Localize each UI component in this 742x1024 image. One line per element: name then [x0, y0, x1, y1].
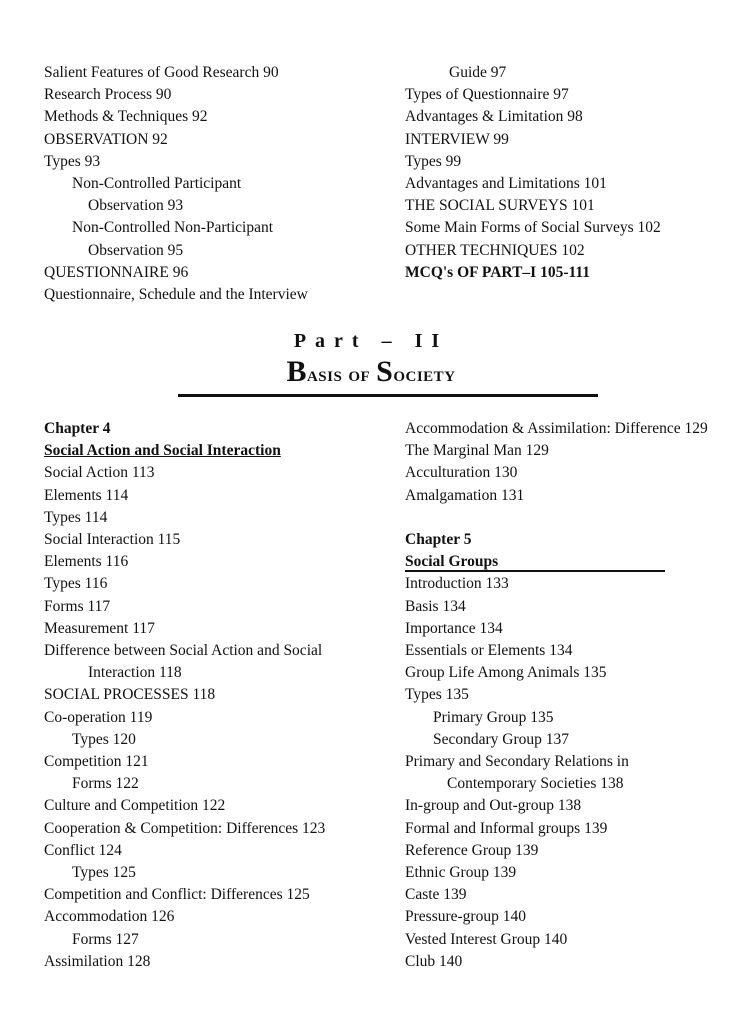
part-title-rest-1: asis of — [306, 361, 377, 386]
toc-entry: Vested Interest Group 140 — [405, 930, 568, 948]
toc-entry: Types of Questionnaire 97 — [405, 86, 569, 104]
spacer — [405, 507, 740, 529]
toc-entry: Guide 97 — [449, 64, 507, 81]
toc-entry: Acculturation 130 — [405, 464, 518, 482]
toc-chapter-4-column — [44, 418, 374, 973]
toc-entry: Salient Features of Good Research 90 — [44, 64, 279, 81]
chapter-5-label: Chapter 5 — [405, 531, 472, 548]
toc-entry: INTERVIEW 99 — [405, 130, 509, 148]
toc-entry: Elements 114 — [44, 486, 129, 504]
toc-chapter-5-column — [405, 418, 740, 973]
chapter-4-continued-entries — [405, 418, 740, 507]
toc-entry: Questionnaire, Schedule and the Interview — [44, 286, 308, 304]
chapter-5-title-rule — [405, 570, 665, 572]
toc-entry: Importance 134 — [405, 619, 503, 637]
toc-entry: THE SOCIAL SURVEYS 101 — [405, 197, 595, 215]
toc-entry: OTHER TECHNIQUES 102 — [405, 241, 585, 259]
chapter-5-entries — [405, 573, 740, 973]
chapter-5-title: Social Groups — [405, 553, 499, 571]
toc-entry: Accommodation & Assimilation: Difference 129 — [405, 420, 708, 437]
toc-top-left-column — [44, 62, 364, 306]
toc-entry: Contemporary Societies 138 — [447, 775, 624, 793]
toc-entry: Some Main Forms of Social Surveys 102 — [405, 219, 661, 237]
toc-entry: Advantages and Limitations 101 — [405, 175, 607, 193]
toc-entry: Secondary Group 137 — [433, 730, 570, 748]
part-title-rule — [178, 394, 598, 397]
toc-entry: Competition and Conflict: Differences 125 — [44, 886, 310, 904]
toc-entry: Caste 139 — [405, 886, 467, 904]
toc-entry: Essentials or Elements 134 — [405, 642, 573, 660]
toc-entry: Forms 117 — [44, 597, 111, 615]
toc-entry: Types 114 — [44, 508, 108, 526]
chapter-4-label: Chapter 4 — [44, 420, 111, 437]
part-title-rest-2: ociety — [393, 361, 456, 386]
toc-entry: Social Interaction 115 — [44, 531, 181, 549]
toc-entry: Interaction 118 — [88, 664, 182, 682]
toc-entry: Forms 122 — [72, 775, 139, 793]
toc-entry: Primary and Secondary Relations in — [405, 753, 629, 771]
toc-entry: Observation 93 — [88, 197, 184, 215]
toc-entry: Types 120 — [72, 730, 136, 748]
toc-entry: Elements 116 — [44, 553, 129, 571]
toc-top-right-column — [405, 62, 725, 284]
toc-entry: Types 125 — [72, 864, 136, 882]
toc-entry: Pressure-group 140 — [405, 908, 526, 926]
toc-entry: Types 93 — [44, 152, 101, 170]
toc-entry: The Marginal Man 129 — [405, 442, 549, 460]
toc-entry: Advantages & Limitation 98 — [405, 108, 583, 126]
toc-entry: Types 99 — [405, 152, 462, 170]
toc-entry: Types 135 — [405, 686, 469, 704]
toc-entry: Forms 127 — [72, 930, 139, 948]
toc-entry: Observation 95 — [88, 241, 184, 259]
toc-entry: Non-Controlled Non-Participant — [72, 219, 274, 237]
toc-entry: Ethnic Group 139 — [405, 864, 517, 882]
toc-entry: In-group and Out-group 138 — [405, 797, 582, 815]
toc-entry: Assimilation 128 — [44, 952, 151, 970]
toc-entry: Types 116 — [44, 575, 108, 593]
toc-entry: Methods & Techniques 92 — [44, 108, 208, 126]
part-title-initial-s: S — [376, 355, 394, 388]
toc-entry: Basis 134 — [405, 597, 466, 615]
chapter-4-title: Social Action and Social Interaction — [44, 442, 281, 460]
toc-entry: Difference between Social Action and Social — [44, 642, 323, 660]
toc-entry: Group Life Among Animals 135 — [405, 664, 607, 682]
toc-entry: Primary Group 135 — [433, 708, 554, 726]
toc-entry: Non-Controlled Participant — [72, 175, 242, 193]
toc-entry: Competition 121 — [44, 753, 149, 771]
toc-entry: Culture and Competition 122 — [44, 797, 226, 815]
part-label: Part – II — [293, 330, 449, 352]
toc-entry: Social Action 113 — [44, 464, 155, 482]
toc-entry: OBSERVATION 92 — [44, 130, 168, 148]
toc-entry: Accommodation 126 — [44, 908, 175, 926]
toc-entry: Research Process 90 — [44, 86, 172, 104]
toc-entry: Measurement 117 — [44, 619, 155, 637]
toc-entry: Amalgamation 131 — [405, 486, 525, 504]
toc-entry: Conflict 124 — [44, 841, 122, 859]
toc-entry: Reference Group 139 — [405, 841, 539, 859]
toc-entry: QUESTIONNAIRE 96 — [44, 263, 189, 281]
chapter-4-entries — [44, 462, 374, 973]
toc-entry: Introduction 133 — [405, 575, 509, 593]
part-title — [0, 355, 742, 389]
toc-entry: MCQ's OF PART–I 105-111 — [405, 263, 591, 281]
toc-entry: SOCIAL PROCESSES 118 — [44, 686, 216, 704]
toc-entry: Formal and Informal groups 139 — [405, 819, 608, 837]
toc-entry: Club 140 — [405, 952, 463, 970]
toc-entry: Cooperation & Competition: Differences 123 — [44, 819, 326, 837]
part-title-initial-b: B — [286, 355, 307, 388]
toc-entry: Co-operation 119 — [44, 708, 153, 726]
